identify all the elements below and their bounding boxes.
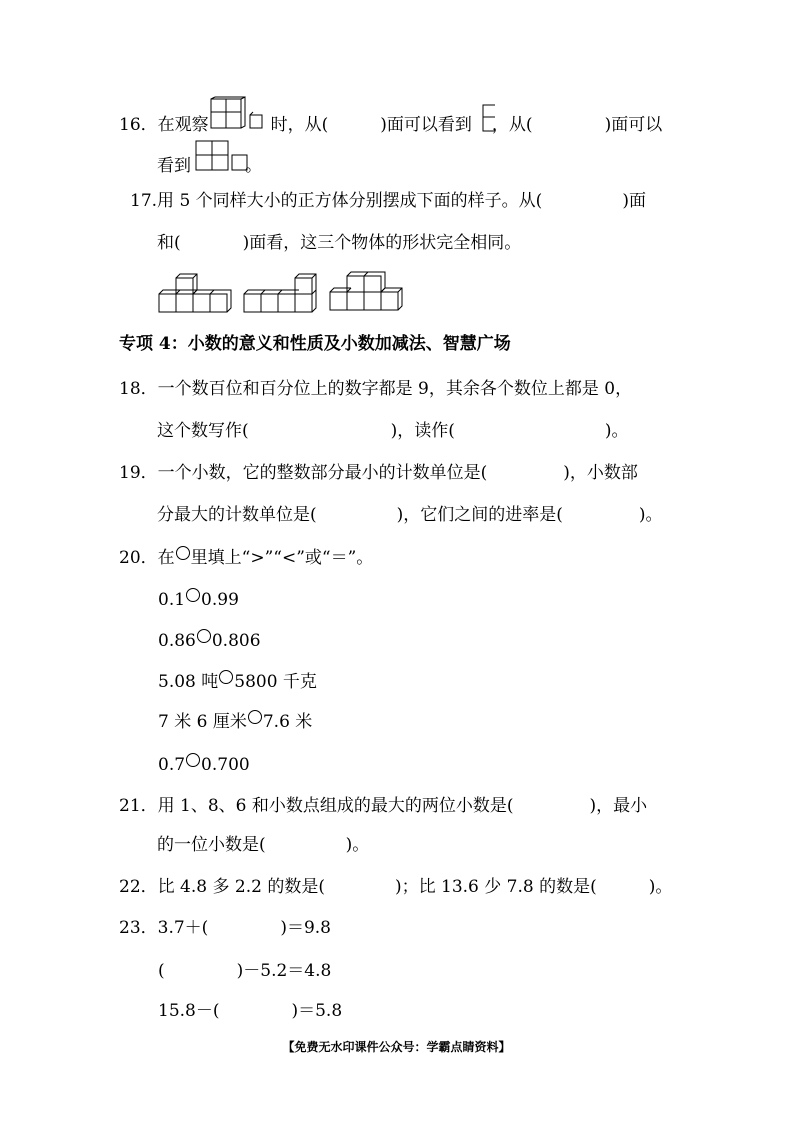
q16-text-a: 在观察 (157, 115, 209, 135)
q17-text-c: 和( (157, 233, 181, 253)
q20-number: 20． (119, 548, 158, 568)
q18-text-b: 这个数写作( (157, 421, 249, 441)
q21-line1 (119, 795, 647, 817)
q19-text-b: )，小数部 (563, 463, 638, 483)
q22-text-b: )；比 13.6 少 7.8 的数是( (394, 877, 597, 897)
q21-text-a: 用 1、8、6 和小数点组成的最大的两位小数是( (157, 796, 514, 816)
q21-text-b: )，最小 (589, 796, 648, 816)
footer-note: 【免费无水印课件公众号：学霸点睛资料】 (282, 1040, 511, 1054)
q20-line1 (119, 546, 373, 569)
q17-text-a: 用 5 个同样大小的正方体分别摆成下面的样子。从( (157, 191, 543, 211)
q19-text-c: 分最大的计数单位是( (157, 505, 317, 525)
q20-text-b: 里填上“>”“<”或“＝”。 (190, 548, 374, 568)
q17-text-b: )面 (622, 191, 646, 211)
q20-text-a: 在 (157, 548, 175, 568)
q23-line1: 23．3.7＋( )＝9.8 (119, 918, 331, 938)
q17-text-d: )面看，这三个物体的形状完全相同。 (242, 233, 522, 253)
q16-text-c: )面可以看到 (380, 115, 472, 135)
q23-number: 23． (119, 918, 158, 938)
q19-text-e: )。 (638, 505, 663, 525)
q19-line2 (157, 504, 663, 526)
q17-line2 (157, 232, 521, 254)
q16-text-d: ，从( (491, 115, 533, 135)
q22-text-c: )。 (648, 877, 673, 897)
compare-circle-input[interactable] (197, 629, 211, 643)
q18-number: 18． (119, 379, 158, 399)
cube-stack-icon (208, 97, 268, 133)
q17-number: 17. (130, 191, 158, 211)
q23-line2: ( )－5.2＝4.8 (158, 961, 332, 981)
q19-number: 19． (119, 463, 158, 483)
q18-text-c: )，读作( (390, 421, 455, 441)
q21-text-c: 的一位小数是( (157, 835, 266, 855)
q20-item: 5.08 吨5800 千克 (158, 672, 317, 692)
q18-text-d: )。 (604, 421, 629, 441)
compare-circle-input[interactable] (248, 710, 262, 724)
section-title: 专项 4：小数的意义和性质及小数加减法、智慧广场 (119, 334, 511, 354)
q20-item: 0.7 0.700 (158, 755, 250, 775)
q18-line1 (119, 378, 632, 400)
q18-text-a: 一个数百位和百分位上的数字都是 9，其余各个数位上都是 0， (157, 379, 633, 399)
q17-line1 (130, 190, 646, 212)
solid-shape-a-icon (158, 274, 232, 316)
q16-text-b: 时，从( (270, 115, 329, 135)
q16-line1 (119, 114, 662, 136)
q20-item: 0.1 0.99 (158, 590, 239, 610)
circle-blank-icon (176, 546, 190, 560)
q16-number: 16． (119, 115, 158, 135)
compare-circle-input[interactable] (186, 588, 200, 602)
q19-text-a: 一个小数，它的整数部分最小的计数单位是( (157, 463, 488, 483)
compare-circle-input[interactable] (219, 670, 233, 684)
q16-text-f: 看到 (157, 156, 191, 176)
solid-shape-c-icon (329, 270, 405, 316)
q19-text-d: )，它们之间的进率是( (396, 505, 563, 525)
q19-line1 (119, 462, 638, 484)
q16-text-e: )面可以 (604, 115, 663, 135)
q16-text-g: 。 (245, 156, 262, 176)
q20-item: 7 米 6 厘米7.6 米 (158, 712, 313, 732)
compare-circle-input[interactable] (186, 753, 200, 767)
q21-number: 21． (119, 796, 158, 816)
q23-line3: 15.8－( )＝5.8 (158, 1001, 343, 1021)
q18-line2 (157, 420, 629, 442)
q21-line2 (157, 834, 369, 856)
q20-item: 0.86 0.806 (158, 631, 261, 651)
top-view-icon (194, 139, 252, 173)
front-view-icon (481, 103, 497, 133)
q22-number: 22． (119, 877, 158, 897)
q21-text-d: )。 (345, 835, 370, 855)
q22-line (119, 876, 672, 898)
q22-text-a: 比 4.8 多 2.2 的数是( (157, 877, 325, 897)
solid-shape-b-icon (243, 274, 319, 316)
